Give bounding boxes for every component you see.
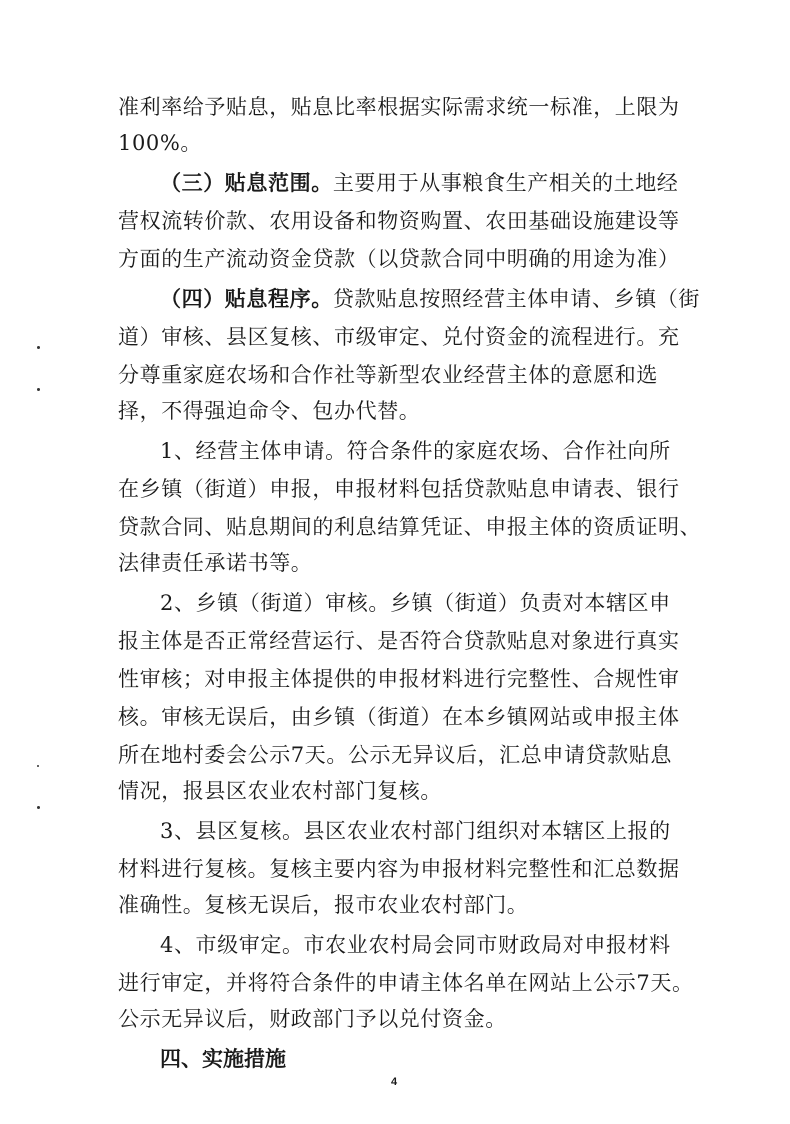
text-line: 材料进行复核。复核主要内容为申报材料完整性和汇总数据 — [118, 857, 680, 881]
text-line: 3、县区复核。县区农业农村部门组织对本辖区上报的 — [160, 819, 671, 843]
scan-speck — [37, 346, 40, 349]
scan-speck — [37, 765, 39, 767]
paragraph-3-text: 主要用于从事粮食生产相关的土地经 — [332, 171, 679, 195]
text-line: 核。审核无误后，由乡镇（街道）在本乡镇网站或申报主体 — [118, 705, 680, 729]
paragraph-3-heading: （三）贴息范围。 — [160, 170, 333, 195]
text-line: 所在地村委会公示7天。公示无异议后，汇总申请贷款贴息 — [118, 743, 672, 767]
text-line: 法律责任承诺书等。 — [118, 551, 313, 575]
text-line: 进行审定，并将符合条件的申请主体名单在网站上公示7天。 — [118, 971, 694, 995]
text-line: 1、经营主体申请。符合条件的家庭农场、合作社向所 — [160, 439, 671, 463]
page-number: 4 — [391, 1076, 398, 1088]
text-line: 情况，报县区农业农村部门复核。 — [118, 779, 442, 803]
text-line: 100%。 — [118, 131, 203, 155]
paragraph-3-first-line — [160, 169, 678, 197]
text-line: 4、市级审定。市农业农村局会同市财政局对申报材料 — [160, 933, 671, 957]
text-line: 报主体是否正常经营运行、是否符合贷款贴息对象进行真实 — [118, 629, 680, 653]
scan-speck — [37, 388, 40, 391]
text-line: 道）审核、县区复核、市级审定、兑付资金的流程进行。充 — [118, 325, 680, 349]
text-line: 方面的生产流动资金贷款（以贷款合同中明确的用途为准） — [118, 247, 680, 271]
text-line: 2、乡镇（街道）审核。乡镇（街道）负责对本辖区申 — [160, 591, 671, 615]
text-line: 准确性。复核无误后，报市农业农村部门。 — [118, 893, 529, 917]
text-line: 公示无异议后，财政部门予以兑付资金。 — [118, 1007, 507, 1031]
paragraph-4-first-line — [160, 285, 700, 313]
text-line: 分尊重家庭农场和合作社等新型农业经营主体的意愿和选 — [118, 363, 658, 387]
text-line: 择，不得强迫命令、包办代替。 — [118, 399, 421, 423]
text-line: 在乡镇（街道）申报，申报材料包括贷款贴息申请表、银行 — [118, 477, 680, 501]
scan-speck — [37, 806, 40, 809]
paragraph-4-heading: （四）贴息程序。 — [160, 286, 333, 311]
text-line: 贷款合同、贴息期间的利息结算凭证、申报主体的资质证明、 — [118, 515, 702, 539]
section-heading: 四、实施措施 — [160, 1047, 286, 1071]
text-line: 营权流转价款、农用设备和物资购置、农田基础设施建设等 — [118, 209, 680, 233]
paragraph-4-text: 贷款贴息按照经营主体申请、乡镇（街 — [332, 287, 701, 311]
text-line: 准利率给予贴息，贴息比率根据实际需求统一标准，上限为 — [118, 95, 680, 119]
text-line: 性审核；对申报主体提供的申报材料进行完整性、合规性审 — [118, 667, 680, 691]
